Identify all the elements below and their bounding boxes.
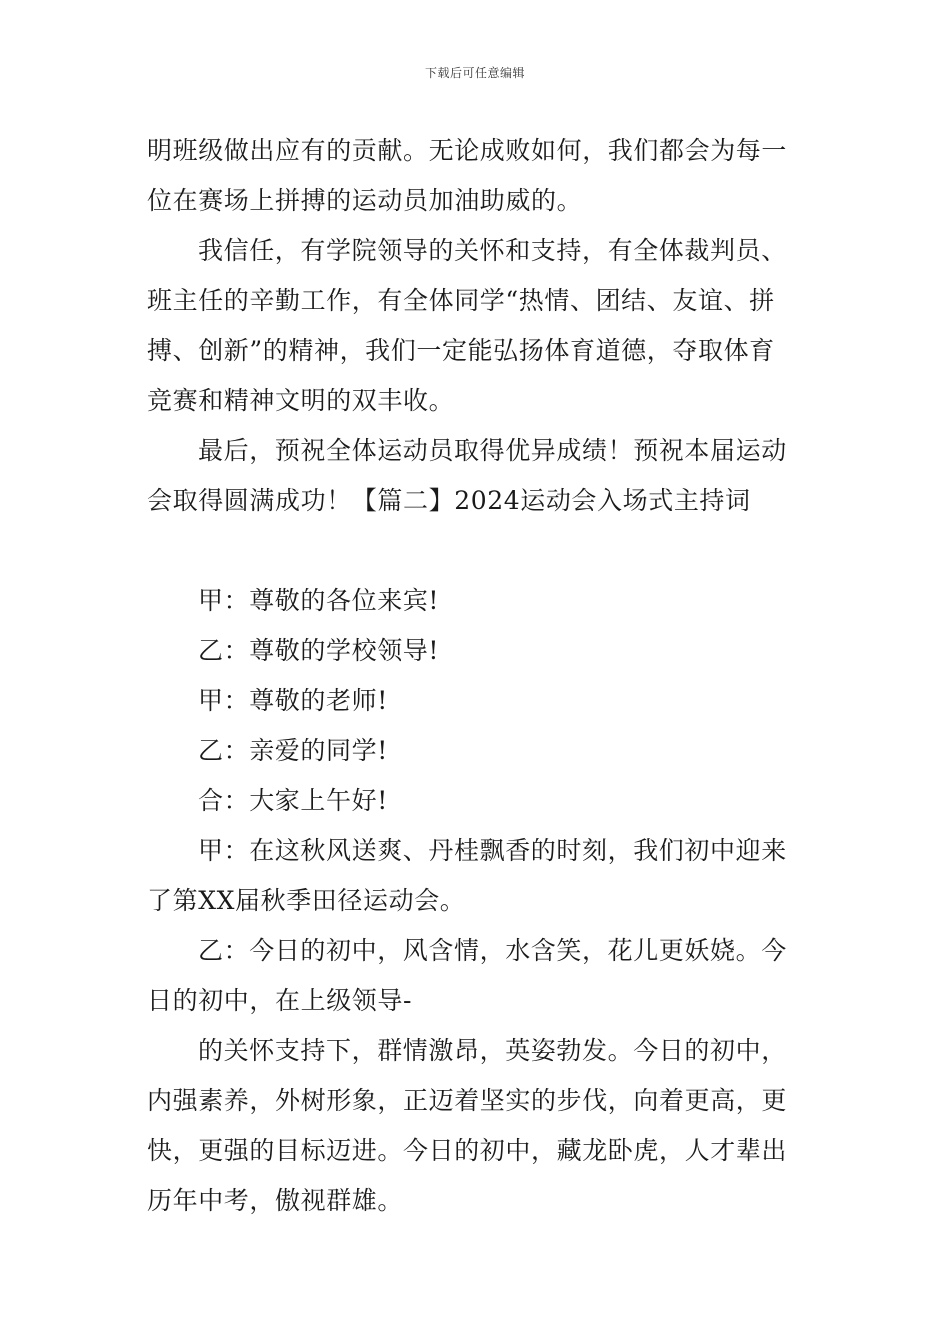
body-text xyxy=(147,126,807,1226)
paragraph-line: 位在赛场上拼搏的运动员加油助威的。 xyxy=(147,186,583,215)
paragraph-line: 内强素养，外树形象，正迈着坚实的步伐，向着更高，更 xyxy=(147,1086,788,1115)
paragraph-line: 会取得圆满成功！【篇二】2024运动会入场式主持词 xyxy=(147,486,751,515)
paragraph-line: 班主任的辛勤工作，有全体同学“热情、团结、友谊、拼 xyxy=(147,286,775,315)
dialogue-line: 甲：尊敬的各位来宾! xyxy=(198,586,440,615)
paragraph-line: 搏、创新”的精神，我们一定能弘扬体育道德，夺取体育 xyxy=(147,336,775,365)
dialogue-line: 乙：亲爱的同学! xyxy=(198,736,388,765)
dialogue-line: 了第XX届秋季田径运动会。 xyxy=(147,886,466,915)
paragraph-line: 竞赛和精神文明的双丰收。 xyxy=(147,386,455,415)
paragraph-line: 我信任，有学院领导的关怀和支持，有全体裁判员、 xyxy=(198,236,787,265)
dialogue-line: 合：大家上午好! xyxy=(198,786,388,815)
dialogue-line: 日的初中，在上级领导- xyxy=(147,986,413,1015)
dialogue-line: 乙：尊敬的学校领导! xyxy=(198,636,440,665)
paragraph-gap xyxy=(147,526,807,576)
dialogue-line: 甲：尊敬的老师! xyxy=(198,686,388,715)
dialogue-line: 乙：今日的初中，风含情，水含笑，花儿更妖娆。今 xyxy=(198,936,787,965)
dialogue-line: 甲：在这秋风送爽、丹桂飘香的时刻，我们初中迎来 xyxy=(198,836,787,865)
paragraph-line: 快，更强的目标迈进。今日的初中，藏龙卧虎，人才辈出 xyxy=(147,1136,788,1165)
paragraph-line: 最后，预祝全体运动员取得优异成绩！预祝本届运动 xyxy=(198,436,787,465)
paragraph-line: 明班级做出应有的贡献。无论成败如何，我们都会为每一 xyxy=(147,136,788,165)
paragraph-line: 的关怀支持下，群情激昂，英姿勃发。今日的初中， xyxy=(198,1036,787,1065)
paragraph-line: 历年中考，傲视群雄。 xyxy=(147,1186,404,1215)
header-note: 下载后可任意编辑 xyxy=(424,66,525,80)
